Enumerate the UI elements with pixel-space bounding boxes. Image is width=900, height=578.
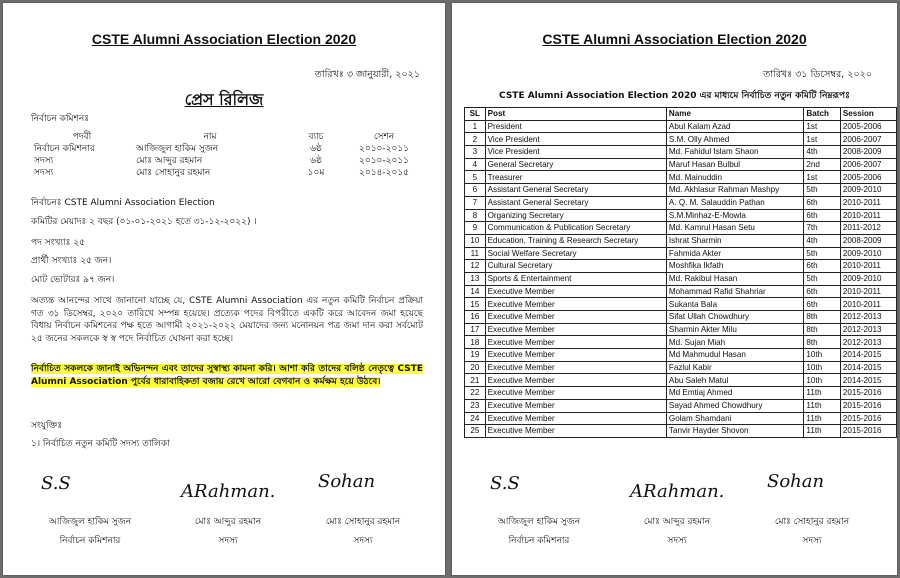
table-cell: Ishrat Sharmin xyxy=(666,234,804,247)
table-cell: 2012-2013 xyxy=(840,323,896,336)
table-cell: Moshfika Ikfath xyxy=(666,260,804,273)
table-cell: Executive Member xyxy=(485,399,666,412)
signatory-role: সদস্য xyxy=(802,536,822,546)
signatory-role: নির্বাচন কমিশনার xyxy=(508,536,570,546)
commission-cell: ৬ষ্ঠ xyxy=(310,156,322,166)
table-cell: Md Emtiaj Ahmed xyxy=(666,387,804,400)
table-cell: 2014-2015 xyxy=(840,349,896,362)
commission-label: নির্বাচন কমিশনঃ xyxy=(31,114,90,124)
table-cell: Md. Rakibul Hasan xyxy=(666,272,804,285)
table-cell: Md. Sujan Miah xyxy=(666,336,804,349)
table-cell: 2014-2015 xyxy=(840,361,896,374)
table-cell: 8th xyxy=(804,311,840,324)
signature-image: ARahman. xyxy=(630,481,725,502)
table-row xyxy=(465,209,897,222)
table-cell: 7 xyxy=(465,196,486,209)
table-row xyxy=(465,146,897,159)
table-cell: 14 xyxy=(465,285,486,298)
table-cell: 8 xyxy=(465,209,486,222)
table-row xyxy=(465,133,897,146)
table-row xyxy=(465,222,897,235)
press-release-heading: প্রেস রিলিজ xyxy=(184,90,264,109)
table-row xyxy=(465,234,897,247)
table-cell: Executive Member xyxy=(485,323,666,336)
table-cell: 22 xyxy=(465,387,486,400)
table-cell: Sifat Ullah Chowdhury xyxy=(666,311,804,324)
table-cell: 10th xyxy=(804,349,840,362)
table-row xyxy=(465,425,897,438)
table-cell: 2015-2016 xyxy=(840,425,896,438)
table-cell: 2006-2007 xyxy=(840,133,896,146)
table-row xyxy=(465,336,897,349)
commission-cell: মোঃ সোহানুর রহমান xyxy=(136,168,211,178)
posts-line: পদ সংখ্যাঃ ২৫ xyxy=(31,238,85,248)
table-cell: Fazlul Kabir xyxy=(666,361,804,374)
table-cell: Sports & Entertainment xyxy=(485,272,666,285)
table-cell: 6th xyxy=(804,209,840,222)
table-cell: Md. Kamrul Hasan Setu xyxy=(666,222,804,235)
table-cell: 18 xyxy=(465,336,486,349)
table-cell: 8th xyxy=(804,323,840,336)
table-header-cell: Session xyxy=(840,108,896,121)
table-cell: 10th xyxy=(804,361,840,374)
table-cell: Sukanta Bala xyxy=(666,298,804,311)
table-cell: 6 xyxy=(465,184,486,197)
list-date: তারিখঃ ৩১ ডিসেম্বর, ২০২০ xyxy=(763,69,872,80)
signatory-name: মোঃ সোহানুর রহমান xyxy=(774,517,850,527)
commission-cell: ২০১০-২০১১ xyxy=(358,156,410,166)
table-cell: Tanvir Hayder Shovon xyxy=(666,425,804,438)
table-header-cell: SL xyxy=(465,108,486,121)
signatory-name: আজিজুল হাকিম সুজন xyxy=(497,517,581,527)
table-row xyxy=(465,387,897,400)
table-cell: 2010-2011 xyxy=(840,260,896,273)
table-cell: Executive Member xyxy=(485,311,666,324)
document-title: CSTE Alumni Association Election 2020 xyxy=(91,31,357,47)
congrats-paragraph: নির্বাচিত সকলকে জানাই অভিনন্দন এবং তাদের সুস্বাস্থ্য কামনা করি। আশা করি তাদের বলিষ্ঠ নেতৃত্বে CSTE Alumni Association পুর্বের ধারাবাহিকতা বজায় রেখে আরো বেগবান ও কর্মক্ষম হয়ে উঠবে। xyxy=(31,364,423,387)
signatory-role: সদস্য xyxy=(667,536,687,546)
signatory-name: মোঃ সোহানুর রহমান xyxy=(325,517,401,527)
table-cell: 2008-2009 xyxy=(840,146,896,159)
table-cell: Md. Akhlasur Rahman Mashpy xyxy=(666,184,804,197)
signature-image: Sohan xyxy=(318,471,376,492)
table-cell: General Secretary xyxy=(485,158,666,171)
table-cell: 2015-2016 xyxy=(840,387,896,400)
table-cell: Md. Mainuddin xyxy=(666,171,804,184)
table-cell: 2nd xyxy=(804,158,840,171)
table-cell: 5th xyxy=(804,247,840,260)
table-cell: Md. Fahidul Islam Shaon xyxy=(666,146,804,159)
table-row xyxy=(465,196,897,209)
committee-subtitle: CSTE Alumni Association Election 2020 এর মাধ্যমে নির্বাচিত নতুন কমিটি নিম্নরূপঃ xyxy=(499,91,850,101)
table-cell: 3 xyxy=(465,146,486,159)
table-cell: 19 xyxy=(465,349,486,362)
signature-image: S.S xyxy=(490,473,520,494)
table-cell: Cultural Secretary xyxy=(485,260,666,273)
attachment-item: ১। নির্বাচিত নতুন কমিটি সদস্য তালিকা xyxy=(31,439,170,449)
table-cell: 23 xyxy=(465,399,486,412)
signatory-name: আজিজুল হাকিম সুজন xyxy=(48,517,132,527)
table-row xyxy=(465,120,897,133)
table-cell: 11th xyxy=(804,412,840,425)
table-cell: 4th xyxy=(804,146,840,159)
commission-row xyxy=(31,143,423,155)
table-cell: Maruf Hasan Bulbul xyxy=(666,158,804,171)
commission-header: ব্যাচ xyxy=(308,132,324,142)
table-cell: 20 xyxy=(465,361,486,374)
table-cell: President xyxy=(485,120,666,133)
table-cell: 2010-2011 xyxy=(840,298,896,311)
committee-table xyxy=(464,107,897,438)
table-cell: S.M.Minhaz-E-Mowla xyxy=(666,209,804,222)
table-cell: 10 xyxy=(465,234,486,247)
table-row xyxy=(465,260,897,273)
table-cell: Abul Kalam Azad xyxy=(666,120,804,133)
table-cell: Social Welfare Secretary xyxy=(485,247,666,260)
table-cell: Executive Member xyxy=(485,336,666,349)
table-cell: 11th xyxy=(804,387,840,400)
table-cell: Fahmida Akter xyxy=(666,247,804,260)
table-header-cell: Post xyxy=(485,108,666,121)
table-cell: Executive Member xyxy=(485,285,666,298)
table-cell: 2011-2012 xyxy=(840,222,896,235)
table-cell: Communication & Publication Secretary xyxy=(485,222,666,235)
table-cell: 2009-2010 xyxy=(840,272,896,285)
table-cell: 5th xyxy=(804,272,840,285)
table-cell: 2012-2013 xyxy=(840,311,896,324)
table-cell: Executive Member xyxy=(485,425,666,438)
table-cell: 4 xyxy=(465,158,486,171)
table-cell: 2010-2011 xyxy=(840,209,896,222)
table-cell: Education, Training & Research Secretary xyxy=(485,234,666,247)
table-cell: Treasurer xyxy=(485,171,666,184)
commission-table xyxy=(31,131,423,179)
table-row xyxy=(465,349,897,362)
committee-list-page xyxy=(452,3,897,575)
table-cell: 5th xyxy=(804,184,840,197)
commission-cell: ১০ম xyxy=(307,168,325,178)
table-cell: 11th xyxy=(804,425,840,438)
table-cell: 15 xyxy=(465,298,486,311)
signature-image: Sohan xyxy=(767,471,825,492)
table-cell: 6th xyxy=(804,196,840,209)
table-cell: 10th xyxy=(804,374,840,387)
commission-cell: ৬ষ্ঠ xyxy=(310,144,322,154)
attachment-label: সংযুক্তিঃ xyxy=(31,421,63,431)
table-cell: Executive Member xyxy=(485,374,666,387)
table-cell: 7th xyxy=(804,222,840,235)
signatory-role: নির্বাচন কমিশনার xyxy=(59,536,121,546)
commission-cell: নির্বাচন কমিশনার xyxy=(34,144,95,154)
table-cell: Sayad Ahmed Chowdhury xyxy=(666,399,804,412)
signatory-name: মোঃ আব্দুর রহমান xyxy=(194,517,262,527)
announcement-paragraph: অত্যন্ত আনন্দের সাথে জানানো যাচ্ছে যে, CSTE Alumni Association এর নতুন কমিটি নির্বাচন প্রক্রিয়া গত ৩১ ডিসেম্বর, ২০২০ তারিখে সম্পন্ন হয়েছে। প্রত্যেক পদের বিপরীতে একটি করে আবেদন জমা হয়েছে বিধায় নির্বাচন কমিশনের পক্ষ হতে আগামী ২০২১-২০২২ মেয়াদের জন্য মনোনয়ন পত্র জমা দান করা সর্বমোট ২৫ জনের সকলকে স্ব স্ব পদে নির্বাচিত ঘোষনা করা হচ্ছে। xyxy=(31,296,423,345)
document-title: CSTE Alumni Association Election 2020 xyxy=(542,31,807,47)
table-row xyxy=(465,374,897,387)
commission-row xyxy=(31,155,423,167)
table-cell: 4th xyxy=(804,234,840,247)
table-cell: 16 xyxy=(465,311,486,324)
table-cell: S.M. Olly Ahmed xyxy=(666,133,804,146)
table-cell: 2008-2009 xyxy=(840,234,896,247)
table-cell: 1 xyxy=(465,120,486,133)
table-row xyxy=(465,298,897,311)
table-row xyxy=(465,171,897,184)
commission-header: নাম xyxy=(203,132,217,142)
committee-table-body xyxy=(465,108,897,438)
voters-line: মোট ভোটারঃ ৯৭ জন। xyxy=(31,275,115,285)
table-cell: 6th xyxy=(804,260,840,273)
table-cell: 5 xyxy=(465,171,486,184)
table-cell: Golam Shamdani xyxy=(666,412,804,425)
table-row xyxy=(465,247,897,260)
table-cell: 2010-2011 xyxy=(840,285,896,298)
commission-header: পদবী xyxy=(72,132,92,142)
table-cell: Sharmin Akter Milu xyxy=(666,323,804,336)
table-cell: 8th xyxy=(804,336,840,349)
signatory-role: সদস্য xyxy=(218,536,238,546)
table-cell: Abu Saleh Matul xyxy=(666,374,804,387)
commission-cell: মোঃ আব্দুর রহমান xyxy=(136,156,203,166)
candidates-line: প্রার্থী সংখ্যাঃ ২৫ জন। xyxy=(31,256,112,266)
table-cell: 11 xyxy=(465,247,486,260)
table-cell: 21 xyxy=(465,374,486,387)
table-row xyxy=(465,285,897,298)
signatory-role: সদস্য xyxy=(353,536,373,546)
table-cell: 2006-2007 xyxy=(840,158,896,171)
table-cell: 12 xyxy=(465,260,486,273)
table-cell: Md Mahmudul Hasan xyxy=(666,349,804,362)
table-cell: Mohammad Rafid Shahriar xyxy=(666,285,804,298)
commission-cell: সদস্য xyxy=(34,168,54,178)
table-cell: 2010-2011 xyxy=(840,196,896,209)
table-cell: Vice President xyxy=(485,133,666,146)
table-cell: Executive Member xyxy=(485,298,666,311)
table-cell: 1st xyxy=(804,171,840,184)
commission-header-row xyxy=(31,131,423,143)
signatory-name: মোঃ আব্দুর রহমান xyxy=(643,517,711,527)
table-cell: 2009-2010 xyxy=(840,184,896,197)
release-date: তারিখঃ ৩ জানুয়ারী, ২০২১ xyxy=(314,69,420,80)
table-cell: 2014-2015 xyxy=(840,374,896,387)
table-row xyxy=(465,311,897,324)
press-release-page xyxy=(3,3,445,575)
commission-cell: ২০১৪-২০১৫ xyxy=(358,168,409,178)
table-cell: Organizing Secretary xyxy=(485,209,666,222)
table-cell: 2009-2010 xyxy=(840,247,896,260)
table-cell: Executive Member xyxy=(485,387,666,400)
table-row xyxy=(465,323,897,336)
table-cell: Assistant General Secretary xyxy=(485,184,666,197)
election-line: নির্বাচনঃ CSTE Alumni Association Election xyxy=(31,198,215,208)
table-cell: 2 xyxy=(465,133,486,146)
table-cell: 24 xyxy=(465,412,486,425)
table-cell: 2015-2016 xyxy=(840,399,896,412)
table-cell: 2015-2016 xyxy=(840,412,896,425)
table-cell: 11th xyxy=(804,399,840,412)
signature-image: S.S xyxy=(41,473,71,494)
commission-header: সেশন xyxy=(373,132,395,142)
table-cell: 1st xyxy=(804,133,840,146)
table-cell: Executive Member xyxy=(485,412,666,425)
table-cell: A. Q. M. Salauddin Pathan xyxy=(666,196,804,209)
table-row xyxy=(465,158,897,171)
table-row xyxy=(465,272,897,285)
table-cell: 6th xyxy=(804,298,840,311)
table-cell: 2005-2006 xyxy=(840,171,896,184)
commission-cell: ২০১০-২০১১ xyxy=(358,144,410,154)
table-cell: 6th xyxy=(804,285,840,298)
table-header-row xyxy=(465,108,897,121)
table-cell: 25 xyxy=(465,425,486,438)
table-row xyxy=(465,184,897,197)
table-cell: 1st xyxy=(804,120,840,133)
commission-cell: আজিজুল হাকিম সুজন xyxy=(136,144,219,154)
table-cell: Assistant General Secretary xyxy=(485,196,666,209)
commission-cell: সদস্য xyxy=(34,156,54,166)
table-cell: 2005-2006 xyxy=(840,120,896,133)
commission-row xyxy=(31,167,423,179)
table-cell: Vice President xyxy=(485,146,666,159)
table-cell: 9 xyxy=(465,222,486,235)
table-row xyxy=(465,412,897,425)
congrats-paragraph-wrap xyxy=(31,363,423,388)
table-cell: Executive Member xyxy=(485,361,666,374)
table-cell: 2012-2013 xyxy=(840,336,896,349)
table-row xyxy=(465,361,897,374)
table-header-cell: Batch xyxy=(804,108,840,121)
term-line: কমিটির মেয়াদঃ ২ বছর (০১-০১-২০২১ হতে ৩১-১২-২০২২) । xyxy=(31,217,257,227)
table-header-cell: Name xyxy=(666,108,804,121)
table-cell: 17 xyxy=(465,323,486,336)
signature-image: ARahman. xyxy=(181,481,276,502)
table-row xyxy=(465,399,897,412)
table-cell: Executive Member xyxy=(485,349,666,362)
table-cell: 13 xyxy=(465,272,486,285)
